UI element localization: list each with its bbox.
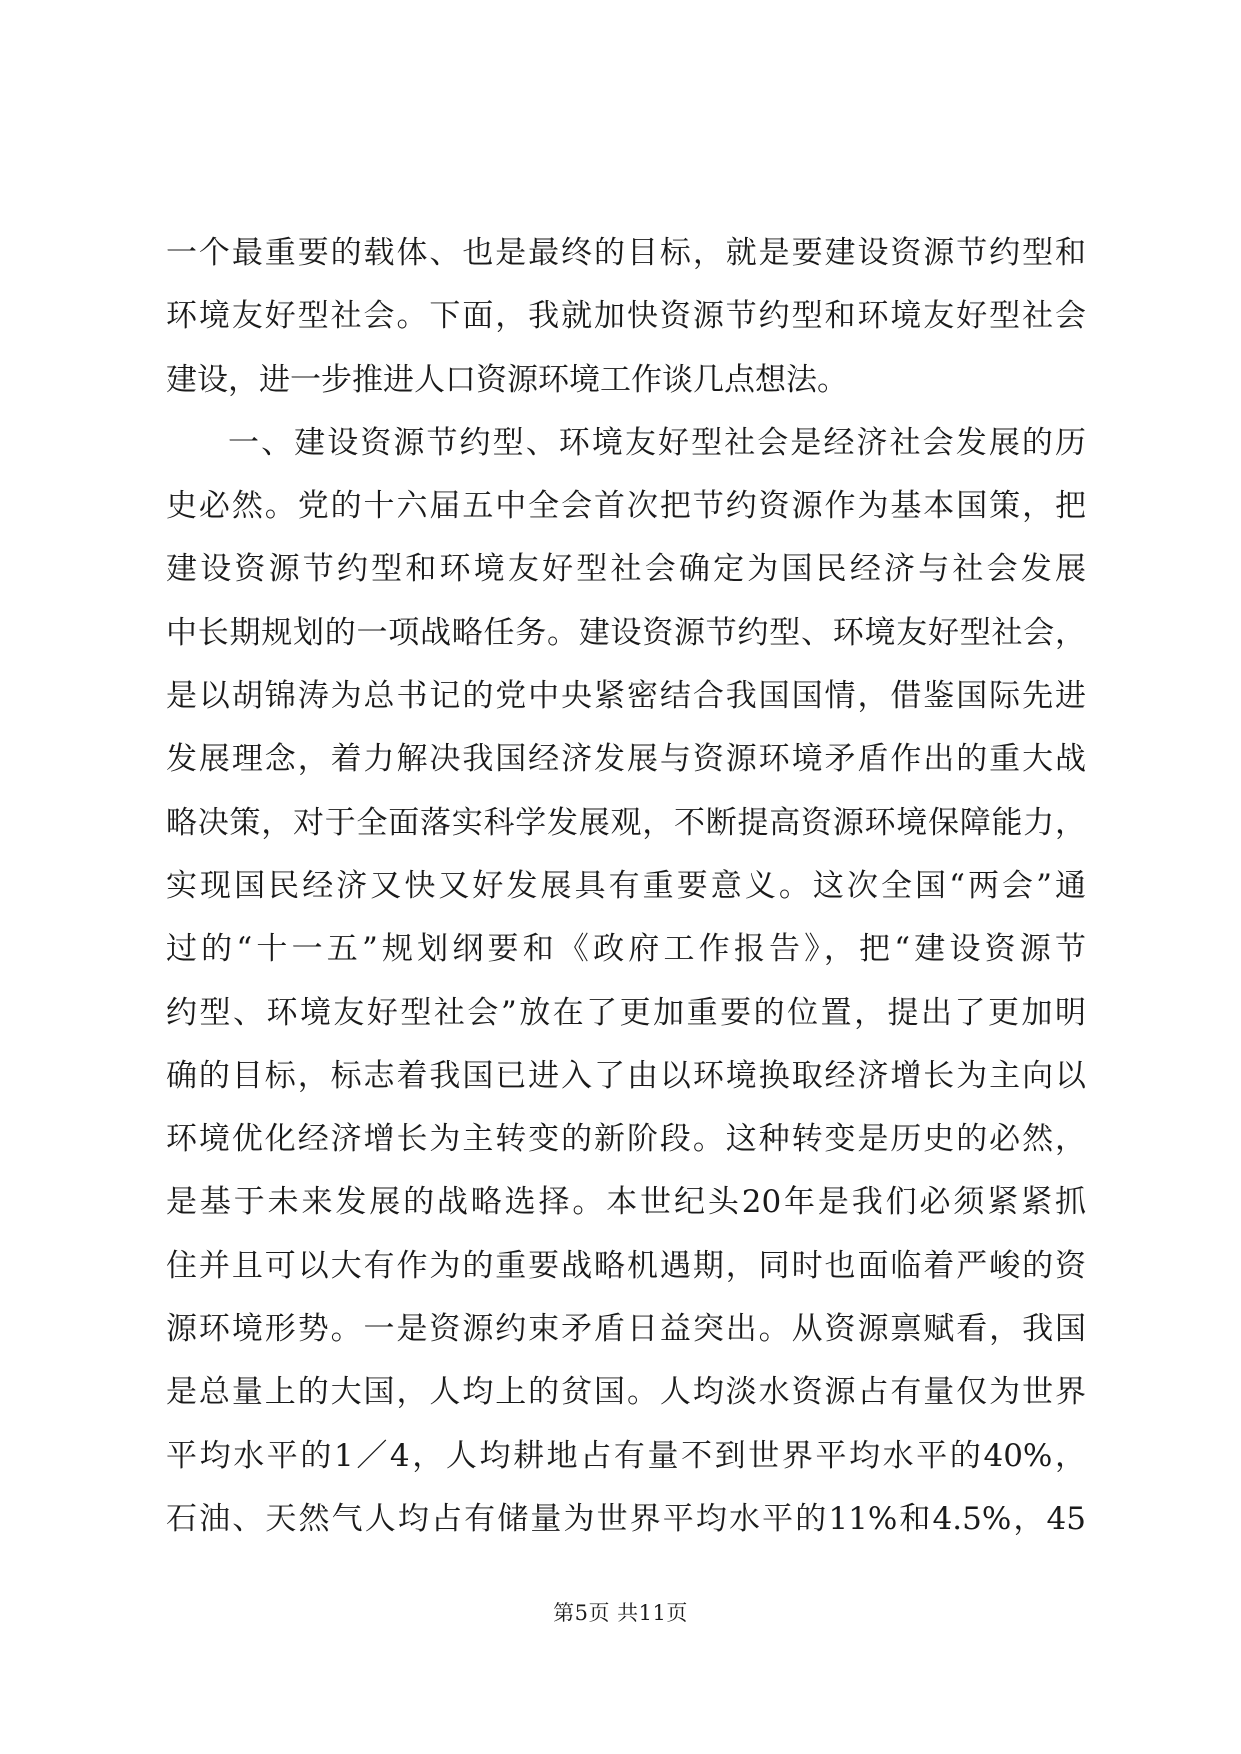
text-line-5: 史必然。党的十六届五中全会首次把节约资源作为基本国策，把 [166, 488, 1086, 525]
text-line-2: 环境友好型社会。下面，我就加快资源节约型和环境友好型社会 [166, 298, 1086, 335]
text-line-19: 是总量上的大国，人均上的贫国。人均淡水资源占有量仅为世界 [166, 1374, 1086, 1411]
text-line-11: 实现国民经济又快又好发展具有重要意义。这次全国“两会”通 [166, 867, 1086, 904]
text-line-1: 一个最重要的载体、也是最终的目标，就是要建设资源节约型和 [166, 235, 1086, 271]
text-line-20: 平均水平的1／4，人均耕地占有量不到世界平均水平的40%， [166, 1437, 1086, 1474]
text-line-13: 约型、环境友好型社会”放在了更加重要的位置，提出了更加明 [166, 994, 1086, 1031]
text-line-10: 略决策，对于全面落实科学发展观，不断提高资源环境保障能力， [166, 804, 1086, 841]
text-line-12: 过的“十一五”规划纲要和《政府工作报告》，把“建设资源节 [166, 931, 1086, 968]
text-line-4: 一、建设资源节约型、环境友好型社会是经济社会发展的历 [228, 424, 1086, 461]
text-line-3: 建设，进一步推进人口资源环境工作谈几点想法。 [166, 361, 848, 398]
text-line-15: 环境优化经济增长为主转变的新阶段。这种转变是历史的必然， [166, 1121, 1086, 1158]
text-line-6: 建设资源节约型和环境友好型社会确定为国民经济与社会发展 [166, 551, 1086, 588]
text-line-7: 中长期规划的一项战略任务。建设资源节约型、环境友好型社会， [166, 614, 1086, 651]
text-line-18: 源环境形势。一是资源约束矛盾日益突出。从资源禀赋看，我国 [166, 1311, 1086, 1348]
text-line-9: 发展理念，着力解决我国经济发展与资源环境矛盾作出的重大战 [166, 741, 1086, 778]
text-line-17: 住并且可以大有作为的重要战略机遇期，同时也面临着严峻的资 [166, 1247, 1086, 1284]
text-line-14: 确的目标，标志着我国已进入了由以环境换取经济增长为主向以 [166, 1057, 1086, 1094]
text-line-8: 是以胡锦涛为总书记的党中央紧密结合我国国情，借鉴国际先进 [166, 678, 1086, 715]
document-body [166, 222, 1086, 1551]
page-footer [0, 1597, 1241, 1627]
text-line-16: 是基于未来发展的战略选择。本世纪头20年是我们必须紧紧抓 [166, 1184, 1086, 1221]
page-number-label: 第5页 共11页 [553, 1601, 688, 1625]
text-line-21: 石油、天然气人均占有储量为世界平均水平的11%和4.5%，45 [166, 1500, 1086, 1537]
